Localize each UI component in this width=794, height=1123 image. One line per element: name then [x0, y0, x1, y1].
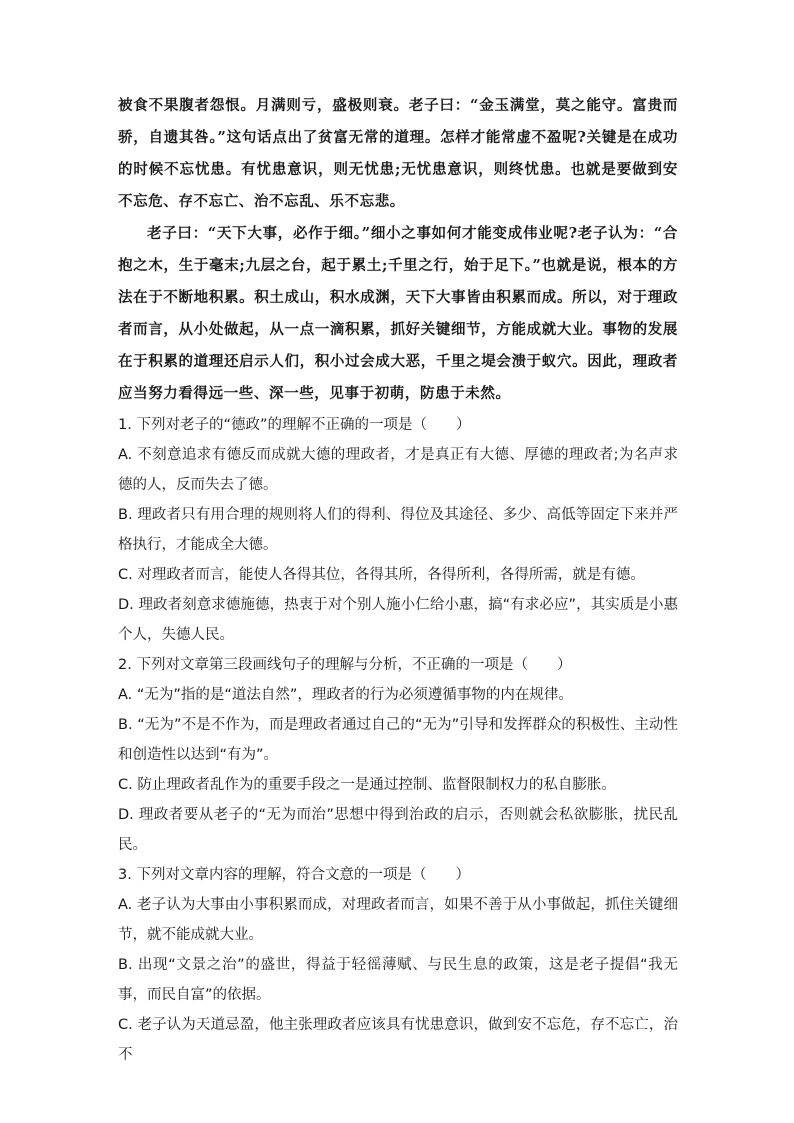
option-a: A. 老子认为大事由小事积累而成，对理政者而言，如果不善于从小事做起，抓住关键细节，就不能成就大业。 [118, 897, 678, 943]
option-b: B. “无为”不是不作为，而是理政者通过自己的“无为”引导和发挥群众的积极性、主动性和创造性以达到“有为”。 [118, 717, 678, 763]
option-a: A. 不刻意追求有德反而成就大德的理政者，才是真正有大德、厚德的理政者;为名声求德的人，反而失去了德。 [118, 447, 678, 493]
option-d: D. 理政者刻意求德施德，热衷于对个别人施小仁给小惠，搞“有求必应”，其实质是小惠个人，失德人民。 [118, 597, 678, 643]
reading-passage [118, 90, 678, 410]
option-c: C. 老子认为天道忌盈，他主张理政者应该具有忧患意识，做到安不忘危，存不忘亡，治不 [118, 1017, 678, 1063]
question-1 [118, 410, 678, 650]
question-stem: 1. 下列对老子的“德政”的理解不正确的一项是（ ） [118, 417, 471, 433]
option-c: C. 对理政者而言，能使人各得其位，各得其所，各得所利，各得所需，就是有德。 [118, 567, 645, 583]
option-d: D. 理政者要从老子的“无为而治”思想中得到治政的启示，否则就会私欲膨胀，扰民乱民。 [118, 807, 678, 853]
question-stem: 3. 下列对文章内容的理解，符合文意的一项是（ ） [118, 867, 470, 883]
passage-paragraph: 被食不果腹者怨恨。月满则亏，盛极则衰。老子曰：“金玉满堂，莫之能守。富贵而骄，自遗其咎。”这句话点出了贫富无常的道理。怎样才能常虚不盈呢?关键是在成功的时候不忘忧患。有忧患意识，则无忧患;无忧患意识，则终忧患。也就是要做到安不忘危、存不忘亡、治不忘乱、乐不忘悲。 [118, 97, 678, 210]
question-stem: 2. 下列对文章第三段画线句子的理解与分析，不正确的一项是（ ） [118, 657, 572, 673]
question-3 [118, 860, 678, 1070]
option-a: A. “无为”指的是“道法自然”，理政者的行为必须遵循事物的内在规律。 [118, 687, 573, 703]
option-b: B. 理政者只有用合理的规则将人们的得利、得位及其途径、多少、高低等固定下来并严格执行，才能成全大德。 [118, 507, 678, 553]
question-list [118, 410, 678, 1070]
option-b: B. 出现“文景之治”的盛世，得益于轻徭薄赋、与民生息的政策，这是老子提倡“我无事，而民自富”的依据。 [118, 957, 678, 1003]
question-2 [118, 650, 678, 860]
option-c: C. 防止理政者乱作为的重要手段之一是通过控制、监督限制权力的私自膨胀。 [118, 777, 616, 793]
page-content [118, 90, 678, 1070]
passage-paragraph: 老子曰：“天下大事，必作于细。”细小之事如何才能变成伟业呢?老子认为：“合抱之木，生于毫末;九层之台，起于累土;千里之行，始于足下。”也就是说，根本的方法在于不断地积累。积土成山，积水成渊，天下大事皆由积累而成。所以，对于理政者而言，从小处做起，从一点一滴积累，抓好关键细节，方能成就大业。事物的发展在于积累的道理还启示人们，积小过会成大恶，千里之堤会溃于蚁穴。因此，理政者应当努力看得远一些、深一些，见事于初萌，防患于未然。 [118, 225, 678, 402]
